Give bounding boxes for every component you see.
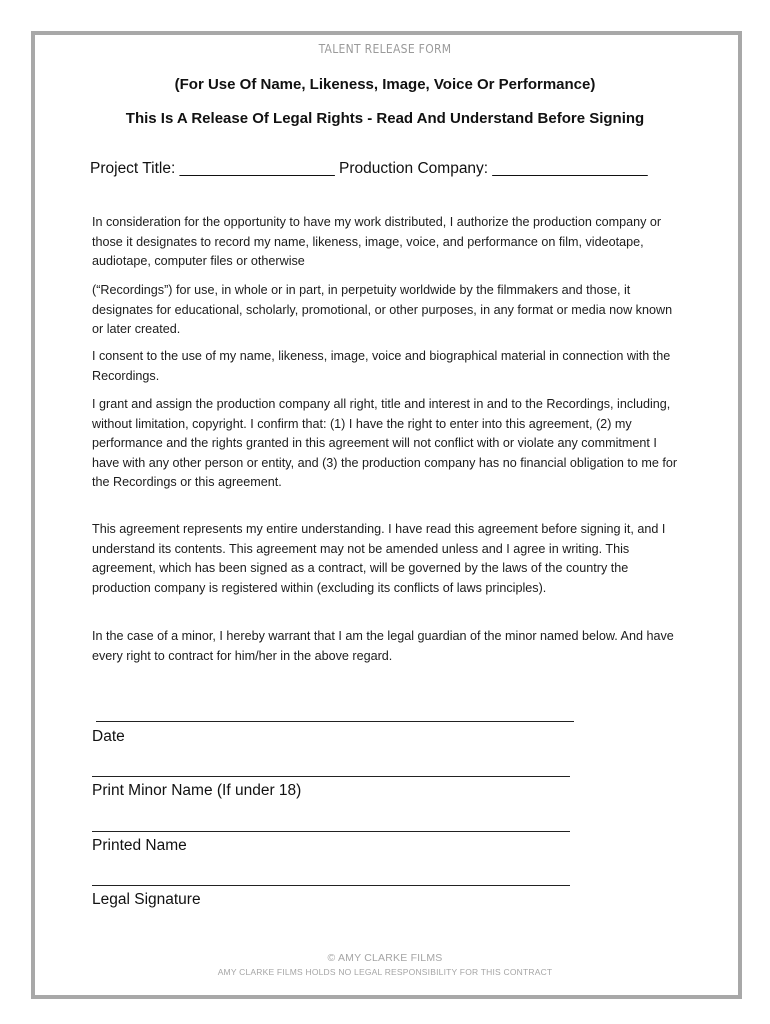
legal-signature-label: Legal Signature — [92, 891, 201, 908]
subtitle-release-warning: This Is A Release Of Legal Rights - Read And Understand Before Signing — [125, 110, 645, 127]
legal-signature-line[interactable] — [92, 885, 570, 886]
paragraph-entire-agreement: This agreement represents my entire understanding. I have read this agreement before signing it, and I understand its contents. This agreement may not be amended unless and I agree in writing. This agreement, which has been signed as a contract, will be governed by the laws of the country the production company is registered within (excluding its conflicts of laws principles). — [92, 522, 666, 595]
minor-name-signature-line[interactable] — [92, 776, 570, 777]
minor-name-label: Print Minor Name (If under 18) — [92, 782, 302, 799]
printed-name-label: Printed Name — [92, 837, 187, 854]
paragraph-recordings-use: (“Recordings”) for use, in whole or in part, in perpetuity worldwide by the filmmakers and those, it designates for educational, scholarly, promotional, or other purposes, in any format or media now known or later created. — [92, 283, 673, 336]
date-label: Date — [92, 728, 125, 745]
project-title-line: Project Title: __________________ Production Company: __________________ — [90, 160, 648, 177]
paragraph-consent: I consent to the use of my name, likeness, image, voice and biographical material in connection with the Recordings. — [92, 349, 671, 383]
subtitle-usage: (For Use Of Name, Likeness, Image, Voice Or Performance) — [174, 76, 596, 93]
date-signature-line[interactable] — [96, 721, 574, 722]
form-title: TALENT RELEASE FORM — [318, 42, 452, 56]
paragraph-minor-guardian: In the case of a minor, I hereby warrant that I am the legal guardian of the minor named below. And have every right to contract for him/her in the above regard. — [92, 629, 674, 663]
paragraph-authorization: In consideration for the opportunity to have my work distributed, I authorize the production company or those it designates to record my name, likeness, image, voice, and performance on film, videotape, audiotape, computer files or otherwise — [92, 215, 662, 268]
footer-copyright: © AMY CLARKE FILMS — [327, 952, 443, 964]
printed-name-signature-line[interactable] — [92, 831, 570, 832]
footer-disclaimer: AMY CLARKE FILMS HOLDS NO LEGAL RESPONSIBILITY FOR THIS CONTRACT — [217, 967, 553, 977]
paragraph-grant-rights: I grant and assign the production company all right, title and interest in and to the Recordings, including, without limitation, copyright. I confirm that: (1) I have the right to enter into this agreement, (2) my performance and the rights granted in this agreement will not conflict with or violate any commitment I have with any other person or entity, and (3) the production company has no financial obligation to me for the Recordings or this agreement. — [92, 397, 678, 489]
